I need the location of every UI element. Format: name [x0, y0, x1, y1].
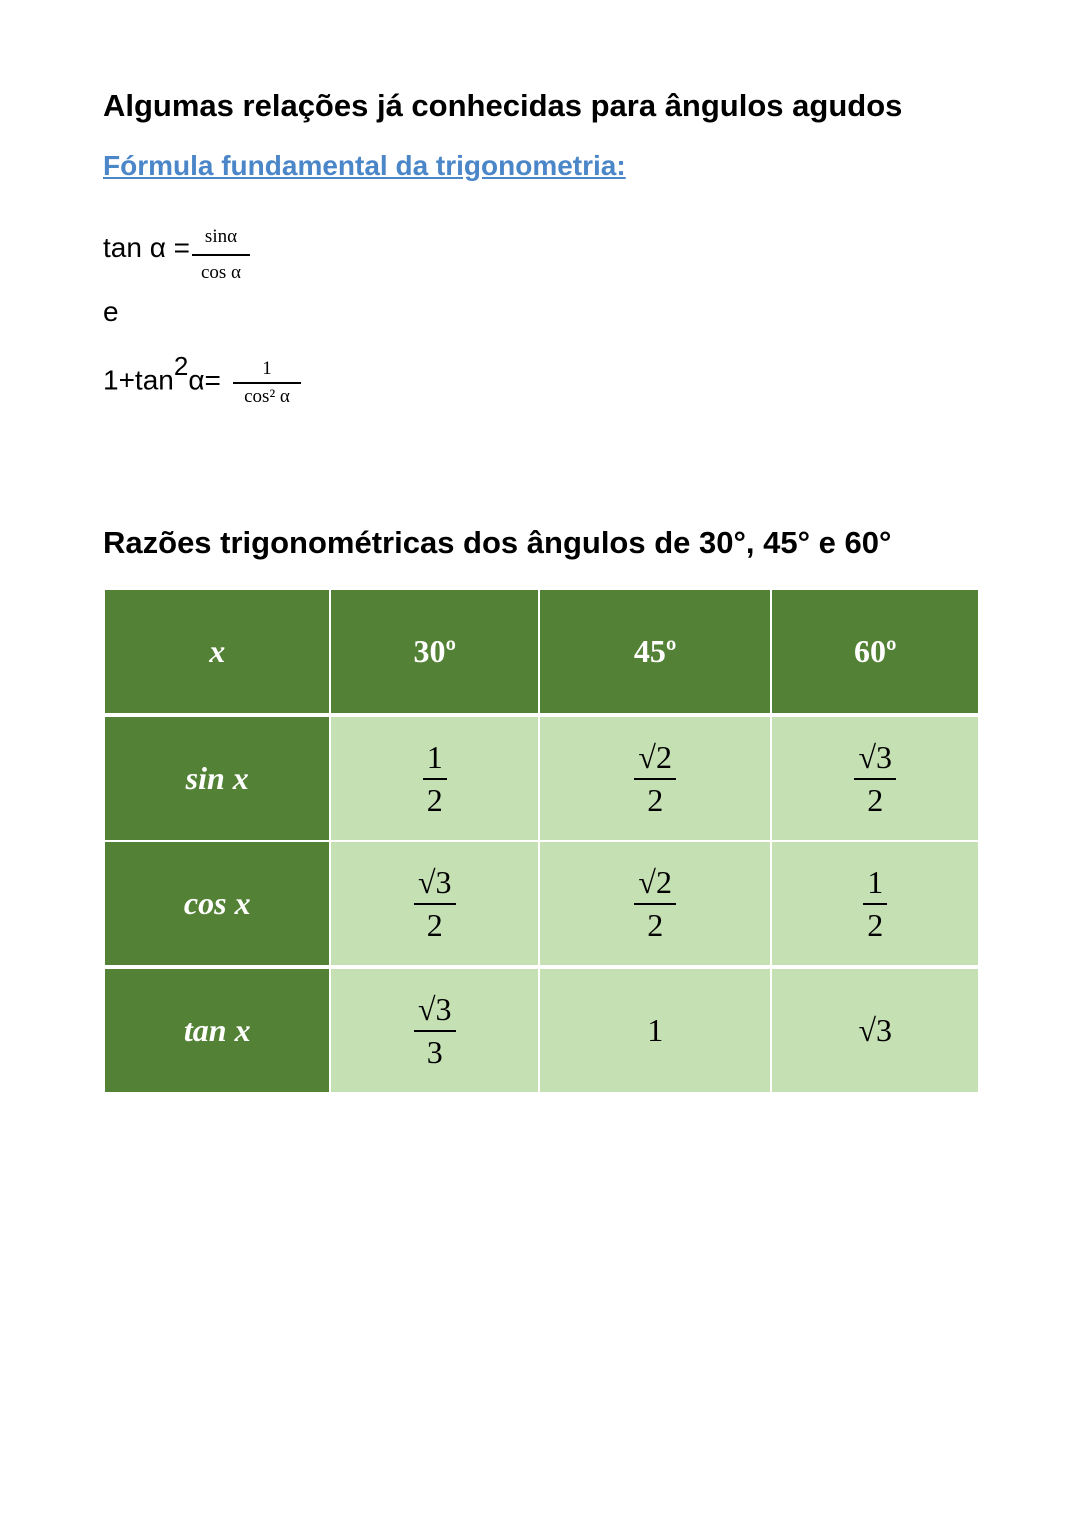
value-cell	[330, 967, 539, 1093]
header-cell: 60º	[771, 589, 979, 715]
row-label: cos x	[104, 841, 330, 967]
value-cell: √3	[771, 967, 979, 1093]
numerator: 1	[262, 358, 272, 379]
tan-formula-lhs: tan α =	[103, 232, 191, 263]
numerator: √3	[417, 863, 452, 900]
denominator: 2	[867, 782, 884, 818]
fraction-bar	[233, 382, 301, 384]
value-cell: 1	[539, 967, 771, 1093]
numerator: √3	[858, 738, 892, 775]
table-row	[104, 715, 979, 841]
denominator: 2	[647, 782, 664, 818]
row-label: tan x	[104, 967, 330, 1093]
fraction-bar	[192, 254, 250, 256]
numerator: √2	[638, 863, 672, 900]
denominator: 3	[426, 1034, 443, 1070]
tan-formula	[103, 232, 190, 264]
formula-section-heading: Fórmula fundamental da trigonometria:	[103, 150, 626, 181]
pythagorean-formula	[103, 351, 221, 396]
value-cell	[771, 715, 979, 841]
tan-denominator: cos α	[200, 262, 242, 283]
denominator: 2	[426, 907, 443, 943]
value-cell	[539, 715, 771, 841]
table-heading: Razões trigonométricas dos ângulos de 30°, 45° e 60°	[103, 525, 892, 560]
header-cell: x	[104, 589, 330, 715]
denominator: cos² α	[244, 386, 290, 407]
value-cell	[330, 715, 539, 841]
formula-lhs-alpha: α=	[188, 364, 221, 396]
trig-values-table	[103, 588, 980, 1094]
header-cell: 30º	[330, 589, 539, 715]
value-cell	[771, 841, 979, 967]
pythagorean-fraction	[233, 358, 301, 408]
table-header-row	[104, 589, 979, 715]
numerator: √3	[417, 990, 452, 1027]
value-cell	[539, 841, 771, 967]
page-title: Algumas relações já conhecidas para ângulos agudos	[103, 88, 903, 123]
exponent: 2	[173, 351, 189, 381]
tan-formula-fraction	[192, 226, 250, 284]
denominator: 2	[647, 907, 664, 943]
value-cell	[330, 841, 539, 967]
row-label: sin x	[104, 715, 330, 841]
numerator: 1	[867, 863, 884, 900]
table-row	[104, 841, 979, 967]
numerator: √2	[638, 738, 672, 775]
formula-lhs: 1+tan	[103, 364, 174, 396]
table-row	[104, 967, 979, 1093]
denominator: 2	[867, 907, 884, 943]
header-cell: 45º	[539, 589, 771, 715]
connector-text: e	[103, 296, 119, 327]
tan-numerator: sinα	[204, 226, 238, 247]
numerator: 1	[426, 738, 443, 775]
denominator: 2	[426, 782, 443, 818]
